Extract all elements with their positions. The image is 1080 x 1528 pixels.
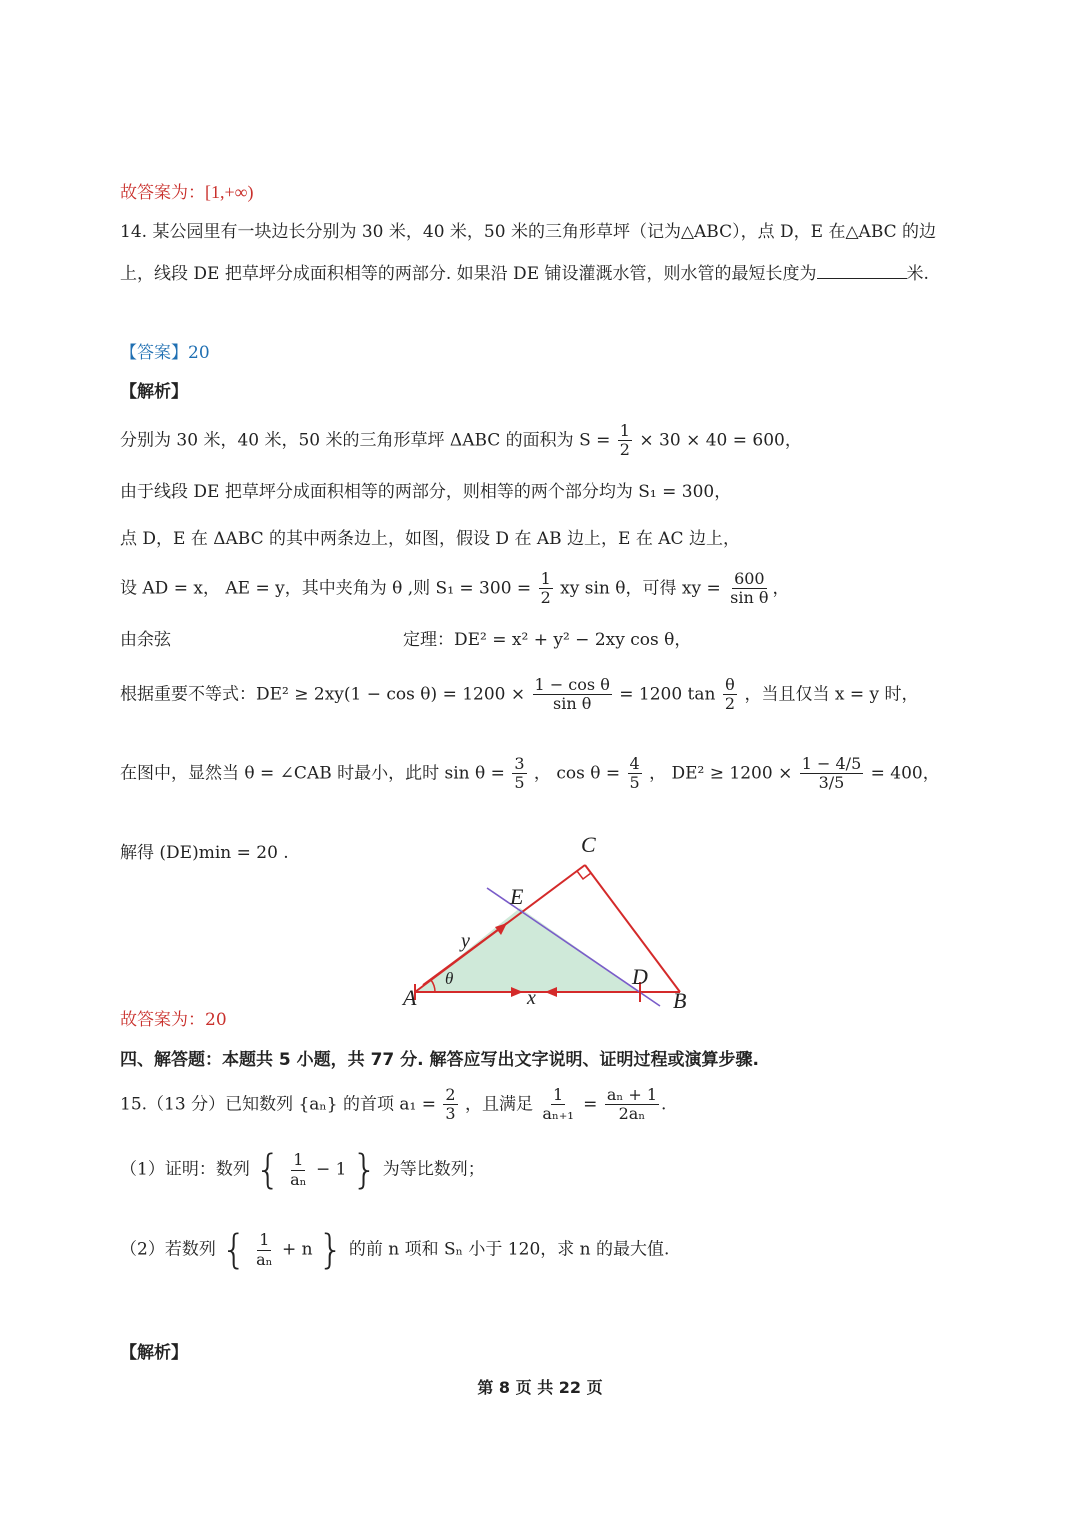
answer-blank xyxy=(817,264,907,279)
fraction-600-sin: $\frac{600}{\text{sin θ}}$ xyxy=(730,569,769,608)
question-14-line-2: 上，线段 DE 把草坪分成面积相等的两部分. 如果沿 DE 铺设灌溉水管，则水管的最短长度为 米. xyxy=(120,264,929,284)
fraction-theta-half: $\frac{\theta}{2}$ xyxy=(724,675,736,714)
solution-line-8: 解得 (DE)min = 20 . xyxy=(120,843,289,863)
analysis-heading-2: 【解析】 xyxy=(120,1343,188,1363)
final-answer-line: 故答案为：20 xyxy=(120,1010,227,1030)
solution-line-7: 在图中，显然当 θ = ∠CAB 时最小，此时 sin θ = $\frac{3}{5}$ ， cos θ = $\frac{4}{5}$ ， DE² ≥ 1200 × $\frac{1 - 4/5}{3/5}$ = 400， xyxy=(120,754,940,793)
previous-answer-line: 故答案为：[1,+∞) xyxy=(120,182,254,203)
question-15-stem: 15.（13 分）已知数列 {aₙ} 的首项 a₁ = $\frac{2}{3}$ ，且满足 $\frac{1}{\text{aₙ₊₁}}$ = $\frac{\text{aₙ + 1}}{\text{2aₙ}}$ . xyxy=(120,1085,667,1124)
analysis-heading: 【解析】 xyxy=(120,382,188,402)
solution-line-2: 由于线段 DE 把草坪分成面积相等的两部分，则相等的两个部分均为 S₁ = 300， xyxy=(120,482,732,502)
label-y: y xyxy=(461,930,470,952)
triangle-figure xyxy=(395,830,705,1015)
question-15-part-2: （2）若数列 { $\frac{1}{\text{aₙ}}$ + n } 的前 n 项和 Sₙ 小于 120，求 n 的最大值. xyxy=(120,1227,670,1273)
fraction-one-over-an: $\frac{1}{\text{aₙ}}$ xyxy=(290,1150,307,1189)
solution-line-5: 由余弦 定理：DE² = x² + y² − 2xy cos θ， xyxy=(120,630,692,650)
question-15-part-1: （1）证明：数列 { $\frac{1}{\text{aₙ}}$ − 1 } 为等比数列； xyxy=(120,1147,485,1193)
label-A: A xyxy=(403,985,417,1010)
right-angle-mark xyxy=(577,871,591,879)
question-14-line-1: 14. 某公园里有一块边长分别为 30 米，40 米，50 米的三角形草坪（记为△ABC），点 D，E 在△ABC 的边 xyxy=(120,222,937,242)
fraction-one-over-an1: $\frac{1}{\text{aₙ₊₁}}$ xyxy=(542,1085,574,1124)
page-footer: 第 8 页 共 22 页 xyxy=(477,1378,603,1397)
fraction-two-thirds: $\frac{2}{3}$ xyxy=(445,1085,456,1124)
fraction-one-half-2: $\frac{1}{2}$ xyxy=(540,569,551,608)
fraction-an-plus-one: $\frac{\text{aₙ + 1}}{\text{2aₙ}}$ xyxy=(606,1085,658,1124)
fraction-three-fifths: $\frac{3}{5}$ xyxy=(514,754,525,793)
fraction-one-half: $\frac{1}{2}$ xyxy=(619,421,630,460)
label-B: B xyxy=(673,988,687,1013)
label-theta: θ xyxy=(445,969,454,988)
label-D: D xyxy=(632,964,648,989)
solution-line-6: 根据重要不等式：DE² ≥ 2xy(1 − cos θ) = 1200 × $\frac{\text{1 − cos θ}}{\text{sin θ}}$ = 1200 tan $\frac{\theta}{2}$ ，当且仅当 x = y 时， xyxy=(120,675,919,714)
solution-line-4: 设 AD = x， AE = y，其中夹角为 θ ,则 S₁ = 300 = $\frac{1}{2}$ xy sin θ，可得 xy = $\frac{600}{\text{sin θ}}$ ， xyxy=(120,569,790,608)
label-C: C xyxy=(581,832,596,857)
answer-line: 【答案】20 xyxy=(120,343,210,363)
solution-line-3: 点 D，E 在 ΔABC 的其中两条边上，如图，假设 D 在 AB 边上，E 在 AC 边上， xyxy=(120,529,740,549)
fraction-compound: $\frac{1 - 4/5}{3/5}$ xyxy=(801,754,862,793)
solution-line-1: 分别为 30 米，40 米，50 米的三角形草坪 ΔABC 的面积为 S = $\frac{1}{2}$ × 30 × 40 = 600， xyxy=(120,421,802,460)
label-x: x xyxy=(527,987,536,1009)
fraction-one-minus-cos: $\frac{\text{1 − cos θ}}{\text{sin θ}}$ xyxy=(534,675,610,714)
label-E: E xyxy=(510,884,524,909)
fraction-four-fifths: $\frac{4}{5}$ xyxy=(629,754,640,793)
fraction-one-over-an-2: $\frac{1}{\text{aₙ}}$ xyxy=(256,1230,273,1269)
section-4-heading: 四、解答题：本题共 5 小题，共 77 分. 解答应写出文字说明、证明过程或演算步骤. xyxy=(120,1050,759,1070)
